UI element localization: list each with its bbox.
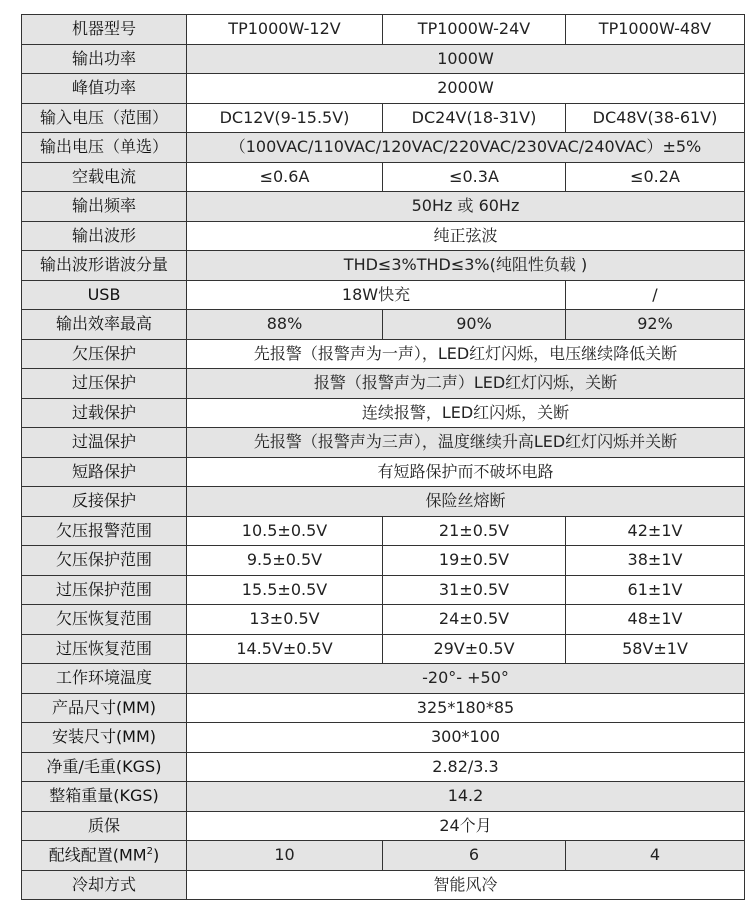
row-value: 14.5V±0.5V	[187, 634, 383, 664]
row-label	[22, 841, 187, 871]
row-label: 机器型号	[22, 15, 187, 45]
row-label: 输出波形	[22, 221, 187, 251]
row-label: 欠压保护范围	[22, 546, 187, 576]
row-install-size	[22, 723, 745, 753]
row-value: 18W快充	[187, 280, 566, 310]
row-value: ≤0.2A	[566, 162, 745, 192]
row-label: 欠压恢复范围	[22, 605, 187, 635]
row-label: 冷却方式	[22, 870, 187, 900]
row-weight	[22, 752, 745, 782]
row-value: 2000W	[187, 74, 745, 104]
row-value: 14.2	[187, 782, 745, 812]
row-value: （100VAC/110VAC/120VAC/220VAC/230VAC/240VAC）±5%	[187, 133, 745, 163]
row-harmonic	[22, 251, 745, 281]
row-value: 15.5±0.5V	[187, 575, 383, 605]
row-value: 88%	[187, 310, 383, 340]
row-label: 安装尺寸(MM)	[22, 723, 187, 753]
spec-table	[21, 14, 745, 900]
row-label: 净重/毛重(KGS)	[22, 752, 187, 782]
row-value: DC12V(9-15.5V)	[187, 103, 383, 133]
row-value: 38±1V	[566, 546, 745, 576]
row-output-waveform	[22, 221, 745, 251]
row-label: USB	[22, 280, 187, 310]
row-value: 报警（报警声为二声）LED红灯闪烁，关断	[187, 369, 745, 399]
row-value: 21±0.5V	[383, 516, 566, 546]
row-operating-temperature	[22, 664, 745, 694]
row-value: -20°- +50°	[187, 664, 745, 694]
header-row	[22, 15, 745, 45]
row-value: 2.82/3.3	[187, 752, 745, 782]
row-label: 输出功率	[22, 44, 187, 74]
row-value: 90%	[383, 310, 566, 340]
row-undervoltage-protection-range	[22, 546, 745, 576]
row-undervoltage-recovery-range	[22, 605, 745, 635]
row-short-circuit-protection	[22, 457, 745, 487]
row-value: 连续报警，LED红闪烁，关断	[187, 398, 745, 428]
row-value: 保险丝熔断	[187, 487, 745, 517]
model-12v: TP1000W-12V	[187, 15, 383, 45]
row-undervoltage-alarm-range	[22, 516, 745, 546]
row-label: 过载保护	[22, 398, 187, 428]
row-value: 325*180*85	[187, 693, 745, 723]
row-label-sup: 2	[146, 846, 153, 858]
row-value: 300*100	[187, 723, 745, 753]
row-cooling	[22, 870, 745, 900]
row-value: 纯正弦波	[187, 221, 745, 251]
row-value: 10.5±0.5V	[187, 516, 383, 546]
row-peak-power	[22, 74, 745, 104]
row-output-power	[22, 44, 745, 74]
row-label: 峰值功率	[22, 74, 187, 104]
row-value: 19±0.5V	[383, 546, 566, 576]
model-48v: TP1000W-48V	[566, 15, 745, 45]
row-overvoltage-protection	[22, 369, 745, 399]
row-efficiency	[22, 310, 745, 340]
row-value: 50Hz 或 60Hz	[187, 192, 745, 222]
row-value: 24个月	[187, 811, 745, 841]
row-value: 智能风冷	[187, 870, 745, 900]
row-label-tail: )	[152, 845, 160, 865]
row-value: 58V±1V	[566, 634, 745, 664]
row-warranty	[22, 811, 745, 841]
row-value: ≤0.6A	[187, 162, 383, 192]
row-label: 输出电压（单选）	[22, 133, 187, 163]
row-no-load-current	[22, 162, 745, 192]
row-label: 过压恢复范围	[22, 634, 187, 664]
row-label: 欠压报警范围	[22, 516, 187, 546]
row-value: 10	[187, 841, 383, 871]
row-value: 48±1V	[566, 605, 745, 635]
row-label: 质保	[22, 811, 187, 841]
row-value: 24±0.5V	[383, 605, 566, 635]
row-overload-protection	[22, 398, 745, 428]
row-value: 92%	[566, 310, 745, 340]
row-value: 有短路保护而不破坏电路	[187, 457, 745, 487]
row-label: 整箱重量(KGS)	[22, 782, 187, 812]
row-label: 输出频率	[22, 192, 187, 222]
row-usb	[22, 280, 745, 310]
row-label: 欠压保护	[22, 339, 187, 369]
row-label-text: 配线配置(MM	[48, 845, 147, 865]
row-label: 过压保护	[22, 369, 187, 399]
row-label: 空载电流	[22, 162, 187, 192]
row-value: 1000W	[187, 44, 745, 74]
row-overtemp-protection	[22, 428, 745, 458]
row-value: /	[566, 280, 745, 310]
row-value: DC24V(18-31V)	[383, 103, 566, 133]
row-value: 61±1V	[566, 575, 745, 605]
row-value: 4	[566, 841, 745, 871]
row-label: 输出效率最高	[22, 310, 187, 340]
row-carton-weight	[22, 782, 745, 812]
row-overvoltage-protection-range	[22, 575, 745, 605]
row-output-voltage	[22, 133, 745, 163]
row-value: 31±0.5V	[383, 575, 566, 605]
row-value: ≤0.3A	[383, 162, 566, 192]
row-label: 反接保护	[22, 487, 187, 517]
row-undervoltage-protection	[22, 339, 745, 369]
row-label: 工作环境温度	[22, 664, 187, 694]
row-value: 9.5±0.5V	[187, 546, 383, 576]
row-product-size	[22, 693, 745, 723]
row-wiring	[22, 841, 745, 871]
row-value: 13±0.5V	[187, 605, 383, 635]
row-reverse-protection	[22, 487, 745, 517]
row-value: 42±1V	[566, 516, 745, 546]
row-value: 6	[383, 841, 566, 871]
row-value: 先报警（报警声为一声），LED红灯闪烁，电压继续降低关断	[187, 339, 745, 369]
row-label: 过压保护范围	[22, 575, 187, 605]
row-value: DC48V(38-61V)	[566, 103, 745, 133]
row-input-voltage	[22, 103, 745, 133]
row-label: 输入电压（范围）	[22, 103, 187, 133]
row-overvoltage-recovery-range	[22, 634, 745, 664]
row-value: 29V±0.5V	[383, 634, 566, 664]
row-label: 短路保护	[22, 457, 187, 487]
model-24v: TP1000W-24V	[383, 15, 566, 45]
row-label: 过温保护	[22, 428, 187, 458]
row-output-frequency	[22, 192, 745, 222]
row-value: 先报警（报警声为三声），温度继续升高LED红灯闪烁并关断	[187, 428, 745, 458]
row-label: 产品尺寸(MM)	[22, 693, 187, 723]
row-label: 输出波形谐波分量	[22, 251, 187, 281]
row-value: THD≤3%THD≤3%(纯阻性负载 )	[187, 251, 745, 281]
